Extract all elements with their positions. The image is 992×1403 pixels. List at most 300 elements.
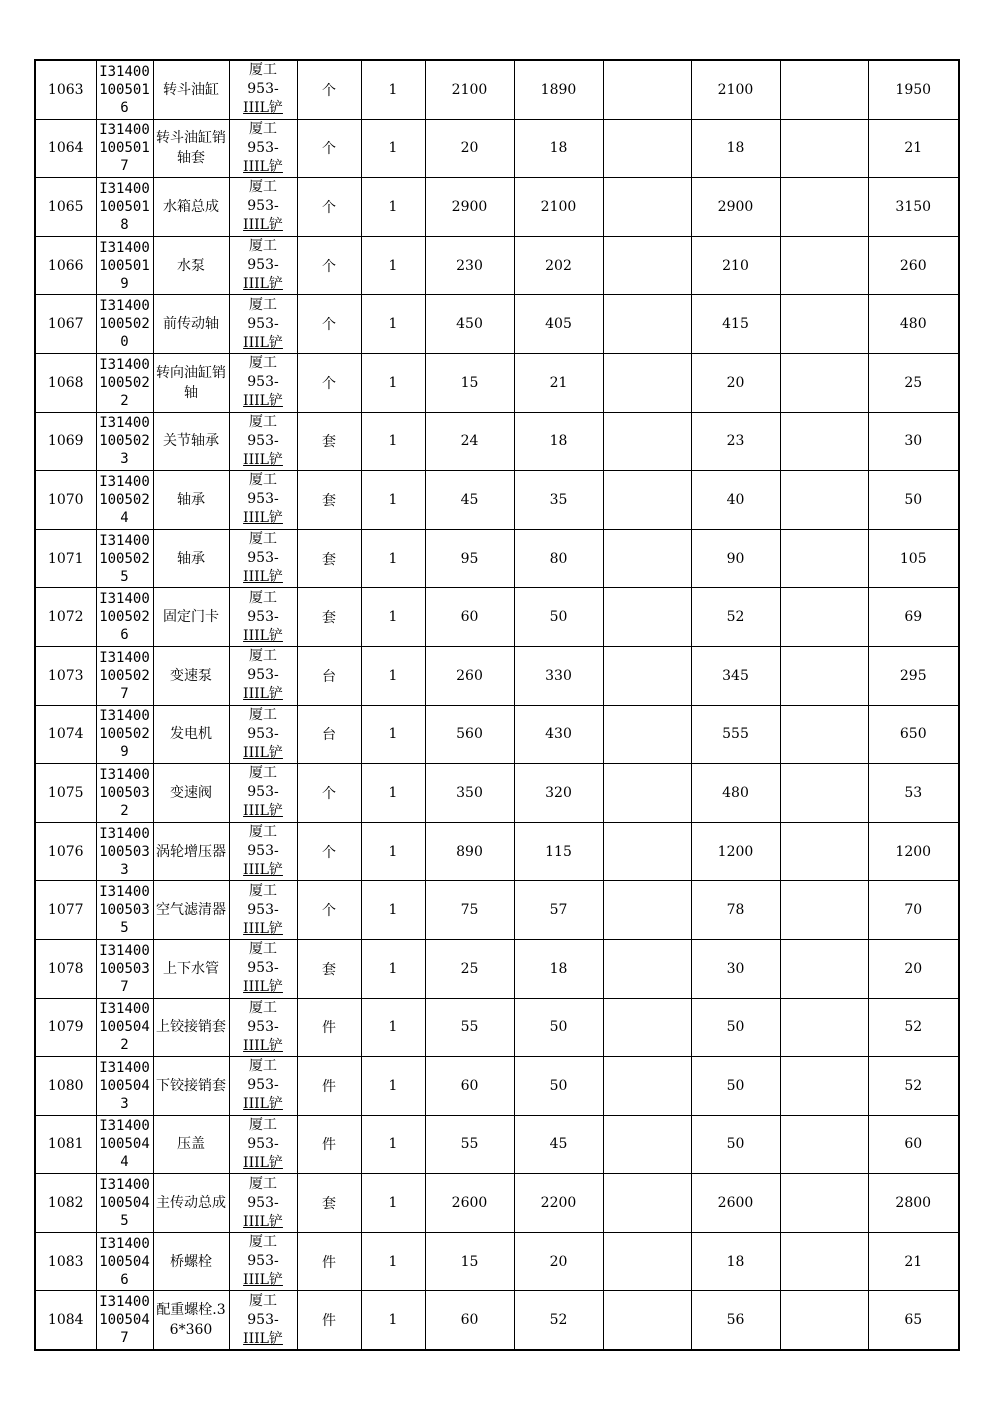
- table-row: [35, 529, 959, 588]
- cell-price-6: 295: [868, 646, 959, 705]
- cell-part-name: 固定门卡: [153, 588, 229, 647]
- cell-part-name: 上下水管: [153, 939, 229, 998]
- cell-unit: 个: [297, 881, 361, 940]
- cell-unit: 个: [297, 178, 361, 237]
- model-line: 953-: [247, 1253, 279, 1270]
- cell-seq-no: 1078: [35, 939, 96, 998]
- cell-unit: 个: [297, 353, 361, 412]
- cell-price-1: 55: [425, 998, 514, 1057]
- cell-part-name: 压盖: [153, 1115, 229, 1174]
- cell-model: [229, 1115, 297, 1174]
- cell-seq-no: 1074: [35, 705, 96, 764]
- cell-price-4: 1200: [691, 822, 780, 881]
- model-line: 厦工: [249, 355, 277, 372]
- cell-price-2: 52: [514, 1291, 603, 1350]
- model-line: IIIL铲: [243, 920, 283, 937]
- table-row: [35, 471, 959, 530]
- model-line: IIIL铲: [243, 1213, 283, 1230]
- cell-price-5: [780, 295, 868, 354]
- cell-part-name: 桥螺栓: [153, 1232, 229, 1291]
- cell-unit: 个: [297, 764, 361, 823]
- model-line: 厦工: [249, 706, 277, 723]
- cell-price-4: 50: [691, 1057, 780, 1116]
- cell-part-name: 涡轮增压器: [153, 822, 229, 881]
- cell-seq-no: 1080: [35, 1057, 96, 1116]
- cell-seq-no: 1066: [35, 236, 96, 295]
- cell-price-6: 650: [868, 705, 959, 764]
- cell-seq-no: 1064: [35, 119, 96, 178]
- cell-price-2: 18: [514, 412, 603, 471]
- model-line: 953-: [247, 491, 279, 508]
- cell-quantity: 1: [361, 705, 425, 764]
- cell-price-3: [603, 1057, 691, 1116]
- model-line: IIIL铲: [243, 276, 283, 293]
- cell-model: [229, 881, 297, 940]
- cell-price-6: 30: [868, 412, 959, 471]
- model-line: 953-: [247, 960, 279, 977]
- cell-price-6: 260: [868, 236, 959, 295]
- cell-part-code: I314001005020: [96, 295, 153, 354]
- cell-price-2: 50: [514, 588, 603, 647]
- model-line: 953-: [247, 901, 279, 918]
- cell-part-code: I314001005023: [96, 412, 153, 471]
- table-row: [35, 295, 959, 354]
- cell-unit: 件: [297, 998, 361, 1057]
- cell-unit: 套: [297, 529, 361, 588]
- cell-price-4: 23: [691, 412, 780, 471]
- cell-price-6: 52: [868, 998, 959, 1057]
- cell-quantity: 1: [361, 1232, 425, 1291]
- cell-price-6: 20: [868, 939, 959, 998]
- cell-price-2: 50: [514, 998, 603, 1057]
- cell-price-6: 70: [868, 881, 959, 940]
- cell-model: [229, 178, 297, 237]
- cell-price-5: [780, 412, 868, 471]
- cell-model: [229, 588, 297, 647]
- cell-unit: 件: [297, 1232, 361, 1291]
- model-line: 953-: [247, 843, 279, 860]
- model-line: IIIL铲: [243, 862, 283, 879]
- cell-price-3: [603, 822, 691, 881]
- cell-price-3: [603, 939, 691, 998]
- cell-part-name: 轴承: [153, 471, 229, 530]
- cell-price-5: [780, 178, 868, 237]
- cell-price-1: 260: [425, 646, 514, 705]
- model-line: 953-: [247, 374, 279, 391]
- cell-price-4: 90: [691, 529, 780, 588]
- cell-price-6: 65: [868, 1291, 959, 1350]
- table-row: [35, 412, 959, 471]
- cell-price-1: 350: [425, 764, 514, 823]
- cell-quantity: 1: [361, 646, 425, 705]
- cell-price-4: 30: [691, 939, 780, 998]
- model-line: IIIL铲: [243, 1272, 283, 1289]
- table-row: [35, 588, 959, 647]
- model-line: 953-: [247, 667, 279, 684]
- cell-part-code: I314001005026: [96, 588, 153, 647]
- cell-part-name: 转斗油缸: [153, 60, 229, 119]
- cell-quantity: 1: [361, 588, 425, 647]
- cell-price-6: 2800: [868, 1174, 959, 1233]
- cell-price-1: 95: [425, 529, 514, 588]
- cell-part-name: 水箱总成: [153, 178, 229, 237]
- cell-price-5: [780, 646, 868, 705]
- model-line: 953-: [247, 139, 279, 156]
- model-line: 953-: [247, 432, 279, 449]
- table-row: [35, 1115, 959, 1174]
- cell-price-2: 2200: [514, 1174, 603, 1233]
- cell-price-1: 2900: [425, 178, 514, 237]
- cell-part-code: I314001005019: [96, 236, 153, 295]
- cell-price-6: 25: [868, 353, 959, 412]
- cell-seq-no: 1077: [35, 881, 96, 940]
- cell-price-2: 18: [514, 939, 603, 998]
- cell-model: [229, 822, 297, 881]
- model-line: 953-: [247, 550, 279, 567]
- cell-part-name: 转斗油缸销轴套: [153, 119, 229, 178]
- cell-price-5: [780, 588, 868, 647]
- model-line: IIIL铲: [243, 803, 283, 820]
- cell-part-code: I314001005032: [96, 764, 153, 823]
- model-line: 953-: [247, 1311, 279, 1328]
- cell-price-2: 320: [514, 764, 603, 823]
- cell-price-2: 45: [514, 1115, 603, 1174]
- cell-price-4: 40: [691, 471, 780, 530]
- cell-price-1: 20: [425, 119, 514, 178]
- cell-model: [229, 705, 297, 764]
- model-line: 厦工: [249, 531, 277, 548]
- cell-model: [229, 353, 297, 412]
- cell-price-6: 50: [868, 471, 959, 530]
- cell-price-5: [780, 353, 868, 412]
- cell-price-3: [603, 764, 691, 823]
- table-row: [35, 60, 959, 119]
- cell-price-5: [780, 471, 868, 530]
- cell-model: [229, 119, 297, 178]
- cell-quantity: 1: [361, 471, 425, 530]
- cell-price-3: [603, 705, 691, 764]
- cell-part-name: 主传动总成: [153, 1174, 229, 1233]
- cell-model: [229, 529, 297, 588]
- cell-seq-no: 1067: [35, 295, 96, 354]
- cell-price-4: 480: [691, 764, 780, 823]
- cell-price-4: 18: [691, 1232, 780, 1291]
- cell-part-code: I314001005035: [96, 881, 153, 940]
- cell-unit: 个: [297, 236, 361, 295]
- cell-part-name: 上铰接销套: [153, 998, 229, 1057]
- table-row: [35, 353, 959, 412]
- cell-price-3: [603, 998, 691, 1057]
- model-line: IIIL铲: [243, 334, 283, 351]
- cell-model: [229, 1057, 297, 1116]
- cell-price-6: 53: [868, 764, 959, 823]
- cell-part-code: I314001005025: [96, 529, 153, 588]
- cell-price-4: 20: [691, 353, 780, 412]
- cell-price-3: [603, 178, 691, 237]
- cell-price-4: 2600: [691, 1174, 780, 1233]
- cell-part-code: I314001005037: [96, 939, 153, 998]
- cell-price-2: 1890: [514, 60, 603, 119]
- cell-seq-no: 1081: [35, 1115, 96, 1174]
- model-line: 厦工: [249, 824, 277, 841]
- cell-price-3: [603, 471, 691, 530]
- cell-price-6: 60: [868, 1115, 959, 1174]
- cell-part-name: 转向油缸销轴: [153, 353, 229, 412]
- cell-price-2: 405: [514, 295, 603, 354]
- model-line: 953-: [247, 784, 279, 801]
- cell-price-1: 60: [425, 588, 514, 647]
- cell-unit: 件: [297, 1291, 361, 1350]
- cell-price-2: 18: [514, 119, 603, 178]
- model-line: 厦工: [249, 589, 277, 606]
- cell-quantity: 1: [361, 412, 425, 471]
- model-line: 953-: [247, 1077, 279, 1094]
- model-line: 厦工: [249, 648, 277, 665]
- cell-part-code: I314001005045: [96, 1174, 153, 1233]
- model-line: IIIL铲: [243, 217, 283, 234]
- cell-seq-no: 1076: [35, 822, 96, 881]
- cell-price-2: 35: [514, 471, 603, 530]
- cell-price-4: 345: [691, 646, 780, 705]
- cell-unit: 台: [297, 646, 361, 705]
- table-row: [35, 119, 959, 178]
- cell-unit: 个: [297, 60, 361, 119]
- table-row: [35, 646, 959, 705]
- cell-part-name: 空气滤清器: [153, 881, 229, 940]
- cell-price-5: [780, 998, 868, 1057]
- parts-price-table: [34, 59, 960, 1351]
- cell-quantity: 1: [361, 998, 425, 1057]
- cell-part-name: 配重螺栓.36*360: [153, 1291, 229, 1350]
- cell-seq-no: 1082: [35, 1174, 96, 1233]
- cell-price-1: 60: [425, 1057, 514, 1116]
- cell-unit: 套: [297, 1174, 361, 1233]
- cell-price-3: [603, 1291, 691, 1350]
- cell-price-5: [780, 236, 868, 295]
- cell-price-4: 52: [691, 588, 780, 647]
- model-line: 953-: [247, 725, 279, 742]
- cell-price-6: 21: [868, 1232, 959, 1291]
- cell-quantity: 1: [361, 1115, 425, 1174]
- table-row: [35, 881, 959, 940]
- cell-price-2: 330: [514, 646, 603, 705]
- cell-unit: 件: [297, 1057, 361, 1116]
- cell-unit: 件: [297, 1115, 361, 1174]
- cell-part-code: I314001005046: [96, 1232, 153, 1291]
- cell-price-5: [780, 1291, 868, 1350]
- model-line: 厦工: [249, 179, 277, 196]
- cell-price-1: 24: [425, 412, 514, 471]
- cell-price-2: 20: [514, 1232, 603, 1291]
- cell-price-1: 55: [425, 1115, 514, 1174]
- cell-price-3: [603, 529, 691, 588]
- cell-model: [229, 471, 297, 530]
- cell-quantity: 1: [361, 1291, 425, 1350]
- cell-price-3: [603, 1174, 691, 1233]
- cell-part-name: 下铰接销套: [153, 1057, 229, 1116]
- cell-price-5: [780, 1232, 868, 1291]
- cell-model: [229, 1174, 297, 1233]
- cell-price-3: [603, 881, 691, 940]
- model-line: 厦工: [249, 413, 277, 430]
- cell-price-2: 2100: [514, 178, 603, 237]
- cell-part-name: 关节轴承: [153, 412, 229, 471]
- cell-seq-no: 1075: [35, 764, 96, 823]
- cell-price-1: 2100: [425, 60, 514, 119]
- cell-price-1: 60: [425, 1291, 514, 1350]
- cell-unit: 个: [297, 822, 361, 881]
- table-row: [35, 1232, 959, 1291]
- cell-price-6: 105: [868, 529, 959, 588]
- model-line: 953-: [247, 315, 279, 332]
- cell-part-name: 发电机: [153, 705, 229, 764]
- model-line: IIIL铲: [243, 686, 283, 703]
- model-line: 厦工: [249, 1175, 277, 1192]
- model-line: IIIL铲: [243, 100, 283, 117]
- cell-model: [229, 646, 297, 705]
- cell-part-code: I314001005027: [96, 646, 153, 705]
- cell-unit: 套: [297, 412, 361, 471]
- cell-part-name: 变速阀: [153, 764, 229, 823]
- model-line: IIIL铲: [243, 393, 283, 410]
- model-line: 厦工: [249, 1058, 277, 1075]
- cell-price-2: 50: [514, 1057, 603, 1116]
- cell-price-4: 555: [691, 705, 780, 764]
- model-line: IIIL铲: [243, 627, 283, 644]
- model-line: IIIL铲: [243, 744, 283, 761]
- table-row: [35, 236, 959, 295]
- table-body: [35, 60, 959, 1350]
- cell-quantity: 1: [361, 60, 425, 119]
- cell-price-2: 202: [514, 236, 603, 295]
- table-row: [35, 705, 959, 764]
- cell-price-4: 2100: [691, 60, 780, 119]
- model-line: 厦工: [249, 1292, 277, 1309]
- cell-quantity: 1: [361, 236, 425, 295]
- table-row: [35, 1291, 959, 1350]
- cell-price-3: [603, 1115, 691, 1174]
- model-line: IIIL铲: [243, 158, 283, 175]
- cell-part-code: I314001005024: [96, 471, 153, 530]
- cell-part-code: I314001005043: [96, 1057, 153, 1116]
- cell-price-5: [780, 60, 868, 119]
- cell-price-3: [603, 412, 691, 471]
- cell-quantity: 1: [361, 939, 425, 998]
- cell-price-6: 1200: [868, 822, 959, 881]
- model-line: 953-: [247, 257, 279, 274]
- model-line: 厦工: [249, 765, 277, 782]
- cell-model: [229, 764, 297, 823]
- cell-price-4: 50: [691, 998, 780, 1057]
- cell-price-1: 25: [425, 939, 514, 998]
- model-line: IIIL铲: [243, 451, 283, 468]
- cell-price-1: 75: [425, 881, 514, 940]
- cell-price-6: 52: [868, 1057, 959, 1116]
- cell-seq-no: 1068: [35, 353, 96, 412]
- model-line: IIIL铲: [243, 510, 283, 527]
- cell-unit: 台: [297, 705, 361, 764]
- cell-seq-no: 1073: [35, 646, 96, 705]
- cell-price-3: [603, 60, 691, 119]
- table-row: [35, 939, 959, 998]
- cell-price-6: 480: [868, 295, 959, 354]
- cell-quantity: 1: [361, 822, 425, 881]
- cell-price-3: [603, 588, 691, 647]
- table-row: [35, 1174, 959, 1233]
- cell-price-5: [780, 529, 868, 588]
- cell-price-4: 415: [691, 295, 780, 354]
- cell-price-4: 2900: [691, 178, 780, 237]
- cell-price-5: [780, 881, 868, 940]
- cell-quantity: 1: [361, 178, 425, 237]
- cell-price-1: 15: [425, 1232, 514, 1291]
- cell-part-code: I314001005022: [96, 353, 153, 412]
- cell-price-2: 430: [514, 705, 603, 764]
- cell-price-1: 230: [425, 236, 514, 295]
- model-line: 厦工: [249, 238, 277, 255]
- table-row: [35, 178, 959, 237]
- model-line: IIIL铲: [243, 1154, 283, 1171]
- cell-part-code: I314001005044: [96, 1115, 153, 1174]
- cell-unit: 个: [297, 295, 361, 354]
- cell-part-name: 水泵: [153, 236, 229, 295]
- cell-price-3: [603, 236, 691, 295]
- cell-unit: 套: [297, 588, 361, 647]
- cell-price-4: 210: [691, 236, 780, 295]
- cell-quantity: 1: [361, 1174, 425, 1233]
- cell-quantity: 1: [361, 1057, 425, 1116]
- cell-price-5: [780, 1174, 868, 1233]
- cell-price-1: 560: [425, 705, 514, 764]
- cell-seq-no: 1083: [35, 1232, 96, 1291]
- cell-quantity: 1: [361, 295, 425, 354]
- cell-part-code: I314001005029: [96, 705, 153, 764]
- model-line: 厦工: [249, 941, 277, 958]
- cell-price-3: [603, 119, 691, 178]
- cell-quantity: 1: [361, 353, 425, 412]
- cell-seq-no: 1079: [35, 998, 96, 1057]
- cell-model: [229, 412, 297, 471]
- cell-part-code: I314001005017: [96, 119, 153, 178]
- cell-price-2: 57: [514, 881, 603, 940]
- cell-seq-no: 1069: [35, 412, 96, 471]
- cell-seq-no: 1063: [35, 60, 96, 119]
- cell-price-1: 890: [425, 822, 514, 881]
- cell-model: [229, 236, 297, 295]
- cell-part-name: 轴承: [153, 529, 229, 588]
- model-line: 厦工: [249, 1234, 277, 1251]
- cell-quantity: 1: [361, 764, 425, 823]
- cell-quantity: 1: [361, 881, 425, 940]
- cell-part-code: I314001005033: [96, 822, 153, 881]
- cell-price-6: 69: [868, 588, 959, 647]
- table-row: [35, 1057, 959, 1116]
- cell-price-2: 115: [514, 822, 603, 881]
- cell-price-1: 15: [425, 353, 514, 412]
- model-line: IIIL铲: [243, 1096, 283, 1113]
- model-line: IIIL铲: [243, 569, 283, 586]
- model-line: 953-: [247, 1018, 279, 1035]
- cell-part-code: I314001005047: [96, 1291, 153, 1350]
- cell-unit: 个: [297, 119, 361, 178]
- cell-part-code: I314001005042: [96, 998, 153, 1057]
- cell-model: [229, 295, 297, 354]
- cell-part-name: 前传动轴: [153, 295, 229, 354]
- cell-price-5: [780, 705, 868, 764]
- cell-price-6: 3150: [868, 178, 959, 237]
- cell-price-6: 1950: [868, 60, 959, 119]
- cell-model: [229, 998, 297, 1057]
